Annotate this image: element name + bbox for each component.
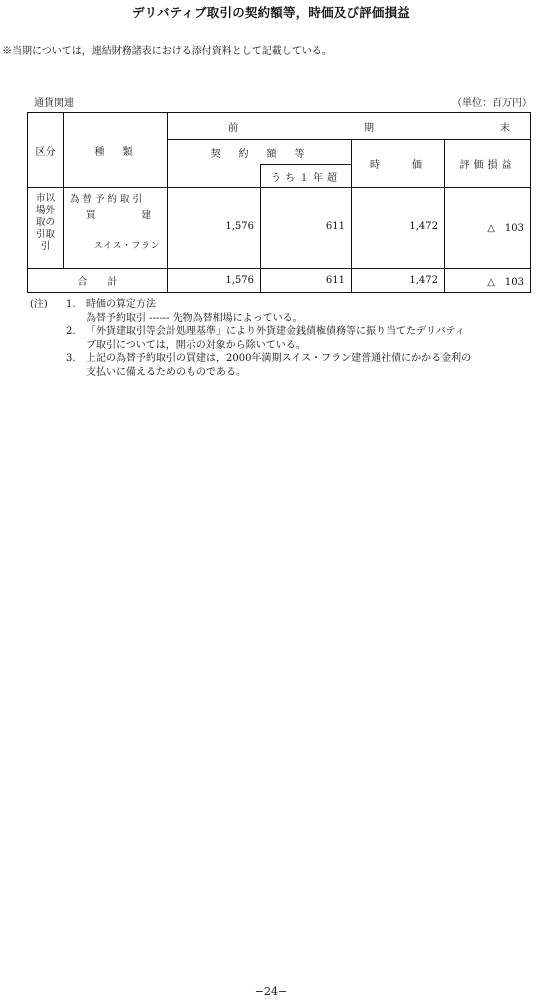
footnote-1 [30,298,471,312]
header-period [168,113,531,140]
header-category: 区分 [28,113,64,188]
total-contract-amount: 1,576 [168,269,261,293]
footnote-2 [30,325,471,339]
row-contract-amount: 1,576 [168,188,261,269]
row-valuation-gain-loss: △ 103 [445,188,531,269]
footnotes [30,298,471,379]
header-contract-amount: 契 約 額 等 [168,140,352,165]
category-line: 引取 [35,229,55,240]
table-row [28,188,531,269]
footnote-text: 上記の為替予約取引の買建は，2000年満期スイス・フラン建普通社債にかかる金利の [86,353,472,364]
kind-forward-exchange: 為替予約取引 [70,194,146,205]
header-period-left: 前 [228,122,238,134]
footnote-sub: 為替予約取引 ------ 先物為替相場によっている。 [86,312,303,324]
header-period-mid: 期 [364,122,374,134]
kind-buy-a: 買 [86,210,96,221]
category-line: 場外 [35,205,55,216]
row-over-one-year: 611 [261,188,352,269]
kind-cell [64,188,168,269]
header-row-1 [28,113,531,140]
footnote-number: 3. [66,353,76,364]
category-line: 市以 [35,193,55,204]
header-period-right: 末 [500,122,510,134]
footnote-lead: (注) [30,299,48,310]
total-label: 合 計 [28,269,168,293]
footnote-text: 時価の算定方法 [86,299,156,310]
top-note: ※当期については，連結財務諸表における添付資料として記載している。 [2,46,332,57]
total-valuation-gain-loss: △ 103 [445,269,531,293]
footnote-number: 1. [66,299,76,310]
page-number: −24− [254,985,288,998]
section-label: 通貨関連 [34,98,74,109]
category-line: 引 [40,241,51,252]
kind-buy [64,208,167,224]
unit-label: （単位：百万円） [452,98,532,109]
header-kind: 種 類 [64,113,168,188]
footnote-sub: ブ取引については，開示の対象から除いている。 [86,339,306,351]
document-title: デリバティブ取引の契約額等，時価及び評価損益 [131,5,411,20]
kind-swiss-franc: スイス・フラン [94,241,161,251]
derivatives-table [27,112,531,293]
row-fair-value: 1,472 [352,188,445,269]
total-fair-value: 1,472 [352,269,445,293]
total-row [28,269,531,293]
kind-buy-b: 建 [141,210,151,221]
footnote-sub: 支払いに備えるためのものである。 [86,366,246,378]
total-over-one-year: 611 [261,269,352,293]
header-fair-value: 時 価 [352,140,445,188]
header-valuation-gain-loss: 評価損益 [445,140,531,188]
category-cell [28,188,64,269]
category-line: 取の [35,217,55,228]
footnote-3 [30,352,471,366]
footnote-text: 「外貨建取引等会計処理基準」により外貨建金銭債権債務等に振り当てたデリバティ [86,326,465,337]
footnote-number: 2. [66,326,76,337]
header-over-one-year: うち１年超 [261,165,352,188]
header-blank [168,165,261,188]
